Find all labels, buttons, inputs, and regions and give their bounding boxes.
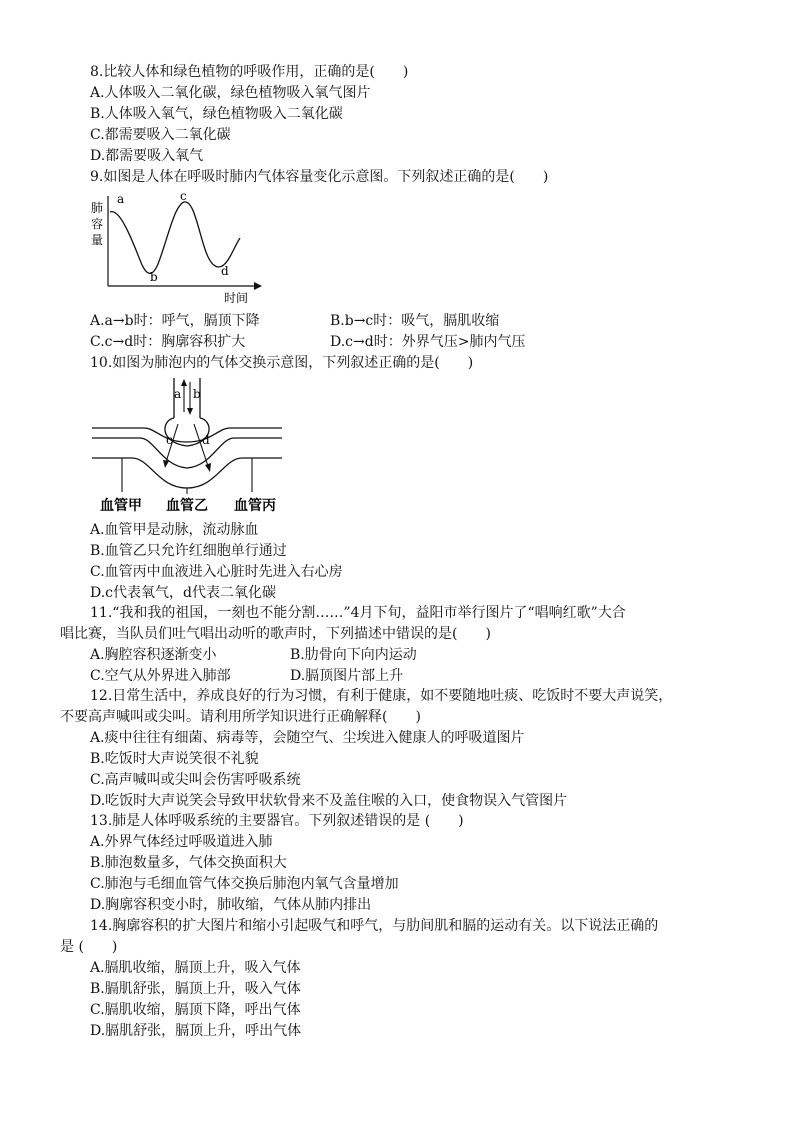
q12-option-b: B.吃饭时大声说笑很不礼貌 (90, 751, 259, 767)
q13-option-d: D.胸廓容积变小时，肺收缩，气体从肺内排出 (90, 897, 372, 913)
alveolus-gas-exchange-diagram (92, 376, 292, 514)
q10-stem: 10.如图为肺泡内的气体交换示意图，下列叙述正确的是( ) (90, 355, 474, 371)
vessel-jia-label: 血管甲 (100, 498, 142, 514)
y-label-3: 量 (91, 233, 104, 247)
y-label-1: 肺 (91, 201, 104, 215)
arrow-c-label: c (166, 433, 173, 447)
q14-stem-line2: 是 ( ) (60, 939, 118, 955)
volume-curve (110, 202, 240, 273)
point-b-label: b (150, 270, 158, 284)
q10-option-b: B.血管乙只允许红细胞单行通过 (90, 543, 287, 559)
q14-option-d: D.膈肌舒张，膈顶上升，呼出气体 (90, 1023, 302, 1039)
capillary-bottom-wall (92, 458, 282, 488)
arrow-d-label: d (202, 433, 210, 447)
q8-option-d: D.都需要吸入氧气 (90, 148, 204, 164)
q10-option-c: C.血管丙中血液进入心脏时先进入右心房 (90, 564, 343, 580)
q10-option-d: D.c代表氧气，d代表二氧化碳 (90, 585, 276, 601)
q13-option-b: B.肺泡数量多，气体交换面积大 (90, 855, 287, 871)
q12-option-a: A.痰中往往有细菌、病毒等，会随空气、尘埃进入健康人的呼吸道图片 (90, 730, 525, 746)
q14-option-c: C.膈肌收缩，膈顶下降，呼出气体 (90, 1002, 301, 1018)
q11-option-c: C.空气从外界进入肺部 (90, 668, 231, 684)
q8-option-a: A.人体吸入二氧化碳，绿色植物吸入氧气图片 (90, 85, 371, 101)
point-a-label: a (117, 192, 125, 206)
arrow-a-label: a (174, 387, 182, 401)
x-axis-arrow (254, 282, 262, 290)
q13-option-c: C.肺泡与毛细血管气体交换后肺泡内氧气含量增加 (90, 876, 399, 892)
arrow-b-label: b (193, 387, 201, 401)
capillary-top-wall (92, 428, 282, 442)
lung-volume-graph (88, 190, 268, 306)
q11-option-a: A.胸腔容积逐渐变小 (90, 647, 217, 663)
q9-option-c: C.c→d时：胸廓容积扩大 (90, 334, 246, 350)
q14-stem-line1: 14.胸廓容积的扩大图片和缩小引起吸气和呼气，与肋间肌和膈的运动有关。以下说法正确的 (90, 918, 659, 934)
q13-stem: 13.肺是人体呼吸系统的主要器官。下列叙述错误的是 ( ) (90, 813, 464, 829)
x-label: 时间 (224, 291, 249, 305)
q11-option-b: B.肋骨向下向内运动 (290, 647, 417, 663)
q12-stem-line1: 12.日常生活中，养成良好的行为习惯，有利于健康，如不要随地吐痰、吃饭时不要大声说笑， (90, 688, 673, 704)
q14-option-b: B.膈肌舒张，膈顶上升，吸入气体 (90, 981, 301, 997)
q11-option-d: D.膈顶图片部上升 (290, 668, 404, 684)
q9-option-a: A.a→b时：呼气，膈顶下降 (90, 313, 260, 329)
vessel-bing-label: 血管丙 (234, 498, 276, 514)
q9-option-b: B.b→c时：吸气，膈肌收缩 (330, 313, 500, 329)
point-d-label: d (221, 264, 229, 278)
q12-option-d: D.吃饭时大声说笑会导致甲状软骨来不及盖住喉的入口，使食物误入气管图片 (90, 793, 568, 809)
q12-stem-line2: 不要高声喊叫或尖叫。请利用所学知识进行正确解释( ) (60, 709, 421, 725)
q9-stem: 9.如图是人体在呼吸时肺内气体容量变化示意图。下列叙述正确的是( ) (90, 169, 549, 185)
q9-option-d: D.c→d时：外界气压>肺内气压 (330, 334, 526, 350)
y-label-2: 容 (91, 217, 104, 231)
q13-option-a: A.外界气体经过呼吸道进入肺 (90, 834, 273, 850)
q14-option-a: A.膈肌收缩，膈顶上升，吸入气体 (90, 960, 301, 976)
q11-stem-line2: 唱比赛，当队员们吐气唱出动听的歌声时，下列描述中错误的是( ) (60, 626, 491, 642)
vessel-yi-label: 血管乙 (166, 498, 208, 514)
q10-option-a: A.血管甲是动脉，流动脉血 (90, 522, 259, 538)
q8-option-c: C.都需要吸入二氧化碳 (90, 127, 231, 143)
q8-stem: 8.比较人体和绿色植物的呼吸作用，正确的是( ) (90, 64, 409, 80)
q8-option-b: B.人体吸入氧气，绿色植物吸入二氧化碳 (90, 106, 343, 122)
point-c-label: c (180, 190, 187, 203)
q11-stem-line1: 11.“我和我的祖国，一刻也不能分割……”4月下旬，益阳市举行图片了“唱响红歌”大合 (90, 605, 626, 621)
q12-option-c: C.高声喊叫或尖叫会伤害呼吸系统 (90, 772, 301, 788)
